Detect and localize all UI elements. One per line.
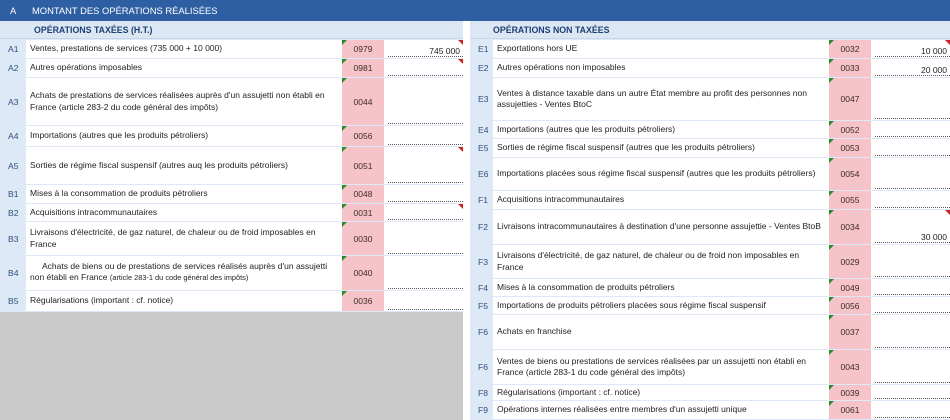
form-row xyxy=(470,350,950,384)
row-label xyxy=(493,139,829,157)
box-code xyxy=(829,59,871,77)
comment-marker-icon xyxy=(342,204,347,209)
dotted-line xyxy=(875,294,950,295)
row-id: F6 xyxy=(478,327,489,337)
box-code-text: 0030 xyxy=(353,233,373,244)
box-code xyxy=(342,126,384,146)
form-row xyxy=(470,139,950,157)
box-code-text: 0056 xyxy=(840,300,860,311)
comment-marker-icon xyxy=(829,139,834,144)
box-code-text: 0049 xyxy=(840,282,860,293)
form-row xyxy=(470,158,950,190)
row-label xyxy=(493,158,829,190)
form-row xyxy=(470,279,950,296)
box-code-text: 0979 xyxy=(353,44,373,54)
box-code-text: 0053 xyxy=(840,143,860,153)
row-label-text: Achats de biens ou de prestations de services réalisés auprès d'un assujetti non établi en France xyxy=(30,261,328,283)
row-label xyxy=(493,401,829,419)
dotted-line xyxy=(875,242,950,243)
row-id: E2 xyxy=(478,63,489,73)
box-code xyxy=(829,78,871,120)
row-id: F5 xyxy=(478,300,489,311)
comment-marker-icon xyxy=(829,315,834,320)
amount-field[interactable] xyxy=(384,185,463,203)
box-code xyxy=(342,40,384,58)
comment-marker-icon xyxy=(829,350,834,355)
row-label-text: Autres opérations imposables xyxy=(30,62,142,73)
row-label xyxy=(493,245,829,278)
row-id: F2 xyxy=(478,222,489,232)
amount-value: 745 000 xyxy=(429,46,460,56)
dotted-line xyxy=(875,188,950,189)
box-code xyxy=(342,147,384,184)
form-row xyxy=(0,222,463,255)
box-code-text: 0044 xyxy=(353,96,373,107)
box-code xyxy=(342,222,384,255)
row-label-text: Acquisitions intracommunautaires xyxy=(497,194,625,205)
amount-value: 10 000 xyxy=(921,46,947,56)
box-code xyxy=(829,401,871,419)
box-code-text: 0031 xyxy=(353,207,373,218)
comment-marker-icon xyxy=(342,126,347,131)
dotted-line xyxy=(388,219,463,220)
row-label-text: Mises à la consommation de produits pétroliers xyxy=(30,188,208,199)
row-label xyxy=(26,40,342,58)
amount-field[interactable] xyxy=(384,126,463,146)
dotted-line xyxy=(875,118,950,119)
form-row xyxy=(0,59,463,77)
form-row xyxy=(0,256,463,290)
amount-field[interactable] xyxy=(871,279,950,296)
dotted-line xyxy=(875,312,950,313)
box-code-text: 0061 xyxy=(840,405,860,415)
form-row xyxy=(470,59,950,77)
row-id: F8 xyxy=(478,387,489,398)
row-label xyxy=(26,291,342,311)
dotted-line xyxy=(388,288,463,289)
row-label-text: Achats de prestations de services réalisées auprès d'un assujetti non établi en France (article 283-2 du code général des impôts) xyxy=(30,90,325,112)
row-label-text: Régularisations (important : cf. notice) xyxy=(497,386,641,397)
row-label-text: Autres opérations non imposables xyxy=(497,62,626,73)
dotted-line xyxy=(875,276,950,277)
comment-marker-icon xyxy=(829,401,834,406)
row-label-text: Sorties de régime fiscal suspensif (autres que les produits pétroliers) xyxy=(497,142,755,153)
row-label-text: Importations de produits pétroliers placées sous régime fiscal suspensif xyxy=(497,299,766,310)
amount-field[interactable] xyxy=(384,59,463,77)
row-label-note: (article 283-1 du code général des impôts) xyxy=(109,273,249,283)
box-code xyxy=(342,291,384,311)
dotted-line xyxy=(875,56,950,57)
section-header xyxy=(0,0,950,21)
amount-field[interactable] xyxy=(871,245,950,278)
non-taxed-operations-title: OPÉRATIONS NON TAXÉES xyxy=(470,21,950,39)
box-code-text: 0032 xyxy=(840,44,860,54)
row-label-text: Opérations internes réalisées entre membres d'un assujetti unique xyxy=(497,404,747,415)
dotted-line xyxy=(388,182,463,183)
box-code-text: 0039 xyxy=(840,387,860,398)
row-label-text: Acquisitions intracommunautaires xyxy=(30,206,158,217)
row-id: E4 xyxy=(478,124,489,135)
row-label-text: Sorties de régime fiscal suspensif (autres auq les produits pétroliers) xyxy=(30,159,288,170)
row-label xyxy=(26,256,342,290)
form-row xyxy=(0,291,463,311)
comment-marker-icon xyxy=(342,256,347,261)
note-indicator-icon xyxy=(945,210,950,215)
dotted-line xyxy=(388,75,463,76)
comment-marker-icon xyxy=(342,59,347,64)
comment-marker-icon xyxy=(829,191,834,196)
box-code xyxy=(829,279,871,296)
form-row xyxy=(0,40,463,58)
dotted-line xyxy=(388,123,463,124)
dotted-line xyxy=(875,382,950,383)
amount-field[interactable] xyxy=(871,210,950,244)
amount-field[interactable] xyxy=(871,158,950,190)
box-code-text: 0056 xyxy=(353,131,373,141)
row-label-text: Livraisons intracommunautaires à destination d'une personne assujettie - Ventes BtoB xyxy=(497,221,821,232)
box-code xyxy=(342,256,384,290)
box-code xyxy=(829,210,871,244)
non-taxed-operations-panel xyxy=(470,21,950,420)
form-row xyxy=(0,78,463,125)
row-label-text: Ventes à distance taxable dans un autre État membre au profit des personnes non assujetties - Ventes BtoC xyxy=(497,87,807,109)
comment-marker-icon xyxy=(342,147,347,152)
row-label-text: Régularisations (important : cf. notice) xyxy=(30,295,174,306)
panel-separator xyxy=(463,21,470,420)
form-row xyxy=(470,121,950,138)
amount-field[interactable] xyxy=(871,121,950,138)
row-label-text: Livraisons d'électricité, de gaz naturel, de chaleur ou de froid non imposables en France xyxy=(497,250,800,272)
comment-marker-icon xyxy=(342,40,347,45)
row-label xyxy=(26,222,342,255)
amount-value: 30 000 xyxy=(921,232,947,242)
comment-marker-icon xyxy=(342,185,347,190)
amount-field[interactable] xyxy=(384,204,463,221)
section-title: MONTANT DES OPÉRATIONS RÉALISÉES xyxy=(32,5,218,16)
taxed-operations-panel xyxy=(0,21,463,420)
dotted-line xyxy=(875,207,950,208)
box-code-text: 0055 xyxy=(840,195,860,205)
amount-field[interactable] xyxy=(871,139,950,157)
amount-field[interactable] xyxy=(384,40,463,58)
comment-marker-icon xyxy=(342,291,347,296)
comment-marker-icon xyxy=(829,297,834,302)
row-id: A2 xyxy=(8,63,19,73)
row-label xyxy=(493,78,829,120)
box-code-text: 0047 xyxy=(840,94,860,104)
row-id: E1 xyxy=(478,44,489,54)
box-code xyxy=(342,204,384,221)
form-row xyxy=(0,147,463,184)
box-code xyxy=(342,185,384,203)
box-code-text: 0052 xyxy=(840,124,860,135)
row-id: A3 xyxy=(8,96,19,107)
form-row xyxy=(470,210,950,244)
form-row xyxy=(470,245,950,278)
amount-field[interactable] xyxy=(871,350,950,384)
comment-marker-icon xyxy=(829,40,834,45)
box-code xyxy=(829,297,871,314)
row-id: A5 xyxy=(8,160,19,171)
box-code xyxy=(829,158,871,190)
row-label xyxy=(26,78,342,125)
row-label-text: Importations placées sous régime fiscal suspensif (autres que les produits pétroliers) xyxy=(497,168,816,179)
row-label xyxy=(493,315,829,349)
row-label-text: Achats en franchise xyxy=(497,326,572,337)
box-code xyxy=(342,59,384,77)
dotted-line xyxy=(875,417,950,418)
row-id: A1 xyxy=(8,44,19,54)
comment-marker-icon xyxy=(829,245,834,250)
comment-marker-icon xyxy=(342,222,347,227)
row-label xyxy=(493,210,829,244)
box-code-text: 0048 xyxy=(353,189,373,199)
amount-field[interactable] xyxy=(871,59,950,77)
dotted-line xyxy=(875,398,950,399)
dotted-line xyxy=(388,144,463,145)
row-id: B3 xyxy=(8,233,19,244)
row-label-text: Ventes, prestations de services (735 000 + 10 000) xyxy=(30,43,223,54)
row-label xyxy=(493,385,829,400)
row-id: F9 xyxy=(478,405,489,415)
amount-field[interactable] xyxy=(384,147,463,184)
row-label-text: Exportations hors UE xyxy=(497,43,578,54)
row-id: E3 xyxy=(478,94,489,104)
taxed-operations-title: OPÉRATIONS TAXÉES (H.T.) xyxy=(0,21,463,39)
box-code xyxy=(829,350,871,384)
row-id: B2 xyxy=(8,207,19,218)
row-label xyxy=(26,185,342,203)
box-code-text: 0040 xyxy=(353,268,373,278)
row-label-text: Importations (autres que les produits pétroliers) xyxy=(30,130,209,141)
row-label xyxy=(493,350,829,384)
amount-field[interactable] xyxy=(384,291,463,311)
box-code-text: 0033 xyxy=(840,63,860,73)
amount-field[interactable] xyxy=(871,191,950,209)
box-code-text: 0043 xyxy=(840,362,860,372)
row-label-text: Ventes de biens ou prestations de services réalisées par un assujetti non établi en France (article 283-1 du code général des impôts) xyxy=(497,355,807,377)
row-label xyxy=(26,126,342,146)
row-label-text: Mises à la consommation de produits pétroliers xyxy=(497,281,675,292)
comment-marker-icon xyxy=(829,78,834,83)
row-id: B5 xyxy=(8,296,19,306)
form-row xyxy=(0,185,463,203)
empty-area xyxy=(0,312,463,420)
box-code-text: 0034 xyxy=(840,222,860,232)
amount-field[interactable] xyxy=(871,401,950,419)
comment-marker-icon xyxy=(829,279,834,284)
box-code-text: 0051 xyxy=(353,160,373,171)
row-id: E5 xyxy=(478,143,489,153)
row-id: E6 xyxy=(478,169,489,179)
section-letter: A xyxy=(10,5,17,16)
row-label xyxy=(493,279,829,296)
form-row xyxy=(470,297,950,314)
dotted-line xyxy=(388,309,463,310)
box-code xyxy=(829,245,871,278)
box-code-text: 0981 xyxy=(353,63,373,73)
box-code-text: 0037 xyxy=(840,327,860,337)
box-code xyxy=(829,315,871,349)
row-label xyxy=(493,297,829,314)
row-label xyxy=(493,121,829,138)
comment-marker-icon xyxy=(342,78,347,83)
amount-field[interactable] xyxy=(384,256,463,290)
box-code-text: 0054 xyxy=(840,169,860,179)
comment-marker-icon xyxy=(829,385,834,390)
box-code xyxy=(342,78,384,125)
row-label-text: Importations (autres que les produits pétroliers) xyxy=(497,123,676,134)
row-id: A4 xyxy=(8,131,19,141)
row-id: F6 xyxy=(478,362,489,372)
form-row xyxy=(470,315,950,349)
box-code-text: 0036 xyxy=(353,296,373,306)
dotted-line xyxy=(875,347,950,348)
amount-field[interactable] xyxy=(384,222,463,255)
box-code-text: 0029 xyxy=(840,256,860,267)
row-id: F3 xyxy=(478,256,489,267)
amount-field[interactable] xyxy=(384,78,463,125)
form-row xyxy=(0,126,463,146)
dotted-line xyxy=(875,155,950,156)
comment-marker-icon xyxy=(829,121,834,126)
form-row xyxy=(470,401,950,419)
dotted-line xyxy=(388,253,463,254)
row-label xyxy=(26,147,342,184)
form-row xyxy=(470,191,950,209)
row-label xyxy=(26,204,342,221)
amount-field[interactable] xyxy=(871,315,950,349)
row-label xyxy=(493,59,829,77)
amount-field[interactable] xyxy=(871,40,950,58)
form-row xyxy=(470,78,950,120)
box-code xyxy=(829,191,871,209)
dotted-line xyxy=(388,56,463,57)
amount-value: 20 000 xyxy=(921,65,947,75)
row-label xyxy=(493,191,829,209)
box-code xyxy=(829,385,871,400)
box-code xyxy=(829,121,871,138)
row-id: B4 xyxy=(8,268,19,278)
amount-field[interactable] xyxy=(871,385,950,400)
row-id: F4 xyxy=(478,282,489,293)
dotted-line xyxy=(875,136,950,137)
row-id: B1 xyxy=(8,189,19,199)
amount-field[interactable] xyxy=(871,78,950,120)
box-code xyxy=(829,139,871,157)
row-label xyxy=(26,59,342,77)
box-code xyxy=(829,40,871,58)
comment-marker-icon xyxy=(829,59,834,64)
dotted-line xyxy=(388,201,463,202)
form-row xyxy=(470,40,950,58)
form-row xyxy=(0,204,463,221)
form-row xyxy=(470,385,950,400)
row-id: F1 xyxy=(478,195,489,205)
comment-marker-icon xyxy=(829,210,834,215)
amount-field[interactable] xyxy=(871,297,950,314)
row-label-text: Livraisons d'électricité, de gaz naturel, de chaleur ou de froid imposables en France xyxy=(30,227,316,249)
comment-marker-icon xyxy=(829,158,834,163)
dotted-line xyxy=(875,75,950,76)
row-label xyxy=(493,40,829,58)
note-indicator-icon xyxy=(945,40,950,45)
